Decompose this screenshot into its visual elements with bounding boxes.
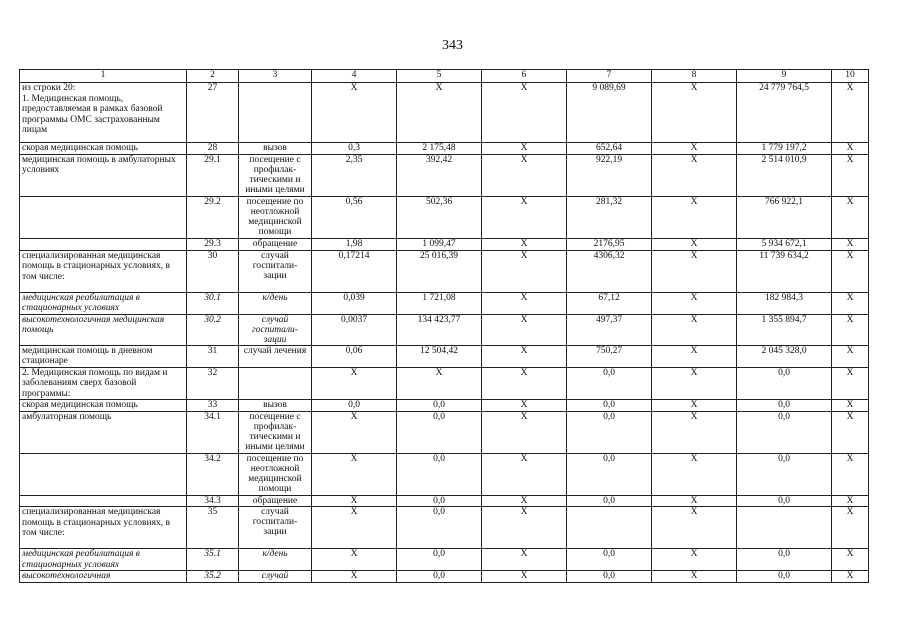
table-cell-col7: 0,0 xyxy=(567,411,652,453)
table-row xyxy=(20,345,869,367)
column-number-9: 9 xyxy=(737,70,832,83)
table-row xyxy=(20,238,869,250)
table-cell-col3 xyxy=(239,367,312,400)
table-cell-col3: посещение с профилак- тическими и иными целями xyxy=(239,154,312,196)
table-cell-col7: 652,64 xyxy=(567,143,652,155)
table-cell-col1: медицинская реабилитация в стационарных условиях xyxy=(20,292,187,314)
table-cell-col4: 0,039 xyxy=(312,292,397,314)
table-row xyxy=(20,400,869,412)
table-cell-col9: 0,0 xyxy=(737,571,832,583)
table-row xyxy=(20,571,869,583)
table-cell-col5: 392,42 xyxy=(397,154,482,196)
table-cell-col6: X xyxy=(482,250,567,292)
table-cell-col1: скорая медицинская помощь xyxy=(20,143,187,155)
table-body xyxy=(20,70,869,583)
table-cell-col10: X xyxy=(832,345,869,367)
table-cell-col1: специализированная медицинская помощь в стационарных условиях, в том числе: xyxy=(20,507,187,549)
table-cell-col8: X xyxy=(652,238,737,250)
table-cell-col9: 766 922,1 xyxy=(737,196,832,238)
table-cell-col1: медицинская помощь в дневном стационаре xyxy=(20,345,187,367)
table-cell-col2: 28 xyxy=(187,143,239,155)
table-cell-col8: X xyxy=(652,250,737,292)
table-cell-col2: 27 xyxy=(187,83,239,143)
table-cell-col5: 0,0 xyxy=(397,411,482,453)
table-cell-col4: X xyxy=(312,571,397,583)
table-cell-col3: обращение xyxy=(239,238,312,250)
table-cell-col8: X xyxy=(652,345,737,367)
table-row xyxy=(20,250,869,292)
table-cell-col7: 2176,95 xyxy=(567,238,652,250)
table-cell-col2: 29.2 xyxy=(187,196,239,238)
table-cell-col6: X xyxy=(482,571,567,583)
table-cell-col9: 1 355 894,7 xyxy=(737,314,832,345)
table-cell-col8: X xyxy=(652,411,737,453)
table-cell-col4: X xyxy=(312,83,397,143)
table-row xyxy=(20,314,869,345)
table-cell-col4: X xyxy=(312,411,397,453)
table-cell-col2: 31 xyxy=(187,345,239,367)
table-cell-col3: случай госпитали- зации xyxy=(239,250,312,292)
table-cell-col7: 4306,32 xyxy=(567,250,652,292)
table-cell-col3: вызов xyxy=(239,143,312,155)
table-cell-col2: 35 xyxy=(187,507,239,549)
table-cell-col1 xyxy=(20,238,187,250)
table-cell-col7: 497,37 xyxy=(567,314,652,345)
table-cell-col10: X xyxy=(832,154,869,196)
table-cell-col7: 922,19 xyxy=(567,154,652,196)
column-number-2: 2 xyxy=(187,70,239,83)
table-cell-col6: X xyxy=(482,507,567,549)
table-cell-col4: X xyxy=(312,495,397,507)
table-cell-col2: 30.1 xyxy=(187,292,239,314)
table-cell-col1: из строки 20: 1. Медицинская помощь, предоставляемая в рамках базовой программы ОМС застрахованным лицам xyxy=(20,83,187,143)
table-cell-col1 xyxy=(20,453,187,495)
table-cell-col6: X xyxy=(482,495,567,507)
table-cell-col1: 2. Медицинская помощь по видам и заболеваниям сверх базовой программы: xyxy=(20,367,187,400)
table-cell-col1: специализированная медицинская помощь в стационарных условиях, в том числе: xyxy=(20,250,187,292)
table-cell-col9: 0,0 xyxy=(737,495,832,507)
table-cell-col10: X xyxy=(832,292,869,314)
table-cell-col8: X xyxy=(652,196,737,238)
table-cell-col9: 1 779 197,2 xyxy=(737,143,832,155)
table-cell-col8: X xyxy=(652,507,737,549)
table-cell-col8: X xyxy=(652,571,737,583)
column-number-8: 8 xyxy=(652,70,737,83)
table-cell-col4: 0,0 xyxy=(312,400,397,412)
column-number-7: 7 xyxy=(567,70,652,83)
table-cell-col5: 0,0 xyxy=(397,507,482,549)
table-cell-col3: посещение с профилак- тическими и иными целями xyxy=(239,411,312,453)
table-cell-col2: 29.1 xyxy=(187,154,239,196)
table-cell-col4: X xyxy=(312,549,397,571)
table-cell-col9: 0,0 xyxy=(737,400,832,412)
table-cell-col6: X xyxy=(482,292,567,314)
table-cell-col7: 67,12 xyxy=(567,292,652,314)
table-cell-col4: 0,56 xyxy=(312,196,397,238)
table-cell-col8: X xyxy=(652,154,737,196)
table-cell-col4: X xyxy=(312,507,397,549)
table-cell-col4: X xyxy=(312,367,397,400)
table-cell-col7: 9 089,69 xyxy=(567,83,652,143)
table-cell-col5: 12 504,42 xyxy=(397,345,482,367)
table-cell-col7: 0,0 xyxy=(567,495,652,507)
table-cell-col5: X xyxy=(397,83,482,143)
table-cell-col8: X xyxy=(652,495,737,507)
table-cell-col3: случай госпитали- зации xyxy=(239,314,312,345)
table-cell-col3: посещение по неотложной медицинской помощи xyxy=(239,453,312,495)
table-cell-col5: X xyxy=(397,367,482,400)
table-cell-col5: 2 175,48 xyxy=(397,143,482,155)
table-cell-col7 xyxy=(567,507,652,549)
table-cell-col2: 34.3 xyxy=(187,495,239,507)
page-number: 343 xyxy=(442,38,463,53)
table-cell-col7: 0,0 xyxy=(567,571,652,583)
table-row xyxy=(20,196,869,238)
table-cell-col6: X xyxy=(482,411,567,453)
table-cell-col2: 33 xyxy=(187,400,239,412)
table-cell-col9: 2 514 010,9 xyxy=(737,154,832,196)
table-cell-col6: X xyxy=(482,549,567,571)
table-cell-col10: X xyxy=(832,453,869,495)
table-cell-col10: X xyxy=(832,238,869,250)
table-cell-col10: X xyxy=(832,571,869,583)
table-cell-col5: 1 721,08 xyxy=(397,292,482,314)
table-cell-col8: X xyxy=(652,453,737,495)
table-cell-col6: X xyxy=(482,83,567,143)
column-number-3: 3 xyxy=(239,70,312,83)
table-cell-col1 xyxy=(20,196,187,238)
table-cell-col6: X xyxy=(482,143,567,155)
table-cell-col6: X xyxy=(482,314,567,345)
table-cell-col5: 0,0 xyxy=(397,549,482,571)
table-cell-col3 xyxy=(239,83,312,143)
table-cell-col1 xyxy=(20,495,187,507)
table-cell-col10: X xyxy=(832,314,869,345)
table-cell-col4: 0,3 xyxy=(312,143,397,155)
table-cell-col8: X xyxy=(652,367,737,400)
table-cell-col6: X xyxy=(482,367,567,400)
table-cell-col9: 0,0 xyxy=(737,453,832,495)
table-cell-col10: X xyxy=(832,411,869,453)
column-number-10: 10 xyxy=(832,70,869,83)
column-number-1: 1 xyxy=(20,70,187,83)
table-cell-col2: 34.2 xyxy=(187,453,239,495)
table-cell-col3: посещение по неотложной медицинской помощи xyxy=(239,196,312,238)
table-cell-col10: X xyxy=(832,196,869,238)
table-row xyxy=(20,453,869,495)
table-cell-col9: 182 984,3 xyxy=(737,292,832,314)
medical-care-volume-table xyxy=(19,69,869,583)
column-number-4: 4 xyxy=(312,70,397,83)
table-cell-col4: 0,06 xyxy=(312,345,397,367)
table-cell-col10: X xyxy=(832,400,869,412)
table-cell-col6: X xyxy=(482,238,567,250)
table-cell-col10: X xyxy=(832,507,869,549)
table-cell-col1: медицинская реабилитация в стационарных условиях xyxy=(20,549,187,571)
table-row xyxy=(20,411,869,453)
table-cell-col7: 0,0 xyxy=(567,400,652,412)
table-cell-col8: X xyxy=(652,292,737,314)
table-cell-col5: 0,0 xyxy=(397,495,482,507)
table-cell-col3: к/день xyxy=(239,292,312,314)
table-cell-col4: 1,98 xyxy=(312,238,397,250)
table-cell-col6: X xyxy=(482,154,567,196)
table-cell-col5: 0,0 xyxy=(397,571,482,583)
table-cell-col10: X xyxy=(832,83,869,143)
table-cell-col10: X xyxy=(832,549,869,571)
table-cell-col2: 30 xyxy=(187,250,239,292)
table-cell-col1: амбулаторная помощь xyxy=(20,411,187,453)
table-cell-col9: 0,0 xyxy=(737,367,832,400)
table-cell-col5: 1 099,47 xyxy=(397,238,482,250)
table-cell-col1: высокотехнологичная xyxy=(20,571,187,583)
column-number-6: 6 xyxy=(482,70,567,83)
column-number-5: 5 xyxy=(397,70,482,83)
table-cell-col4: 0,17214 xyxy=(312,250,397,292)
table-cell-col8: X xyxy=(652,400,737,412)
table-cell-col3: случай госпитали- зации xyxy=(239,507,312,549)
table-cell-col5: 25 016,39 xyxy=(397,250,482,292)
table-cell-col2: 35.2 xyxy=(187,571,239,583)
table-cell-col1: высокотехнологичная медицинская помощь xyxy=(20,314,187,345)
table-row xyxy=(20,549,869,571)
table-row xyxy=(20,367,869,400)
table-cell-col10: X xyxy=(832,250,869,292)
table-row xyxy=(20,495,869,507)
table-cell-col1: скорая медицинская помощь xyxy=(20,400,187,412)
table-cell-col10: X xyxy=(832,367,869,400)
table-cell-col9: 24 779 764,5 xyxy=(737,83,832,143)
table-row xyxy=(20,143,869,155)
table-cell-col4: 2,35 xyxy=(312,154,397,196)
table-cell-col10: X xyxy=(832,143,869,155)
table-cell-col9 xyxy=(737,507,832,549)
table-cell-col9: 0,0 xyxy=(737,411,832,453)
table-cell-col3: вызов xyxy=(239,400,312,412)
table-row xyxy=(20,507,869,549)
table-row xyxy=(20,292,869,314)
table-cell-col2: 32 xyxy=(187,367,239,400)
table-cell-col3: случай xyxy=(239,571,312,583)
table-cell-col3: к/день xyxy=(239,549,312,571)
table-cell-col5: 502,36 xyxy=(397,196,482,238)
table-cell-col10: X xyxy=(832,495,869,507)
table-cell-col7: 750,27 xyxy=(567,345,652,367)
table-cell-col6: X xyxy=(482,400,567,412)
table-cell-col5: 134 423,77 xyxy=(397,314,482,345)
table-cell-col5: 0,0 xyxy=(397,400,482,412)
table-cell-col4: X xyxy=(312,453,397,495)
table-cell-col9: 11 739 634,2 xyxy=(737,250,832,292)
table-cell-col9: 0,0 xyxy=(737,549,832,571)
table-cell-col3: случай лечения xyxy=(239,345,312,367)
table-cell-col2: 35.1 xyxy=(187,549,239,571)
table-cell-col5: 0,0 xyxy=(397,453,482,495)
table-row xyxy=(20,154,869,196)
table-cell-col7: 0,0 xyxy=(567,453,652,495)
table-cell-col8: X xyxy=(652,143,737,155)
column-number-row xyxy=(20,70,869,83)
table-cell-col6: X xyxy=(482,345,567,367)
table-cell-col1: медицинская помощь в амбулаторных условиях xyxy=(20,154,187,196)
table-cell-col4: 0,0037 xyxy=(312,314,397,345)
table-cell-col6: X xyxy=(482,453,567,495)
table-cell-col9: 2 045 328,0 xyxy=(737,345,832,367)
table-cell-col7: 0,0 xyxy=(567,549,652,571)
table-cell-col2: 34.1 xyxy=(187,411,239,453)
table-cell-col7: 281,32 xyxy=(567,196,652,238)
table-row xyxy=(20,83,869,143)
table-cell-col7: 0,0 xyxy=(567,367,652,400)
table-cell-col2: 30.2 xyxy=(187,314,239,345)
table-cell-col8: X xyxy=(652,549,737,571)
table-cell-col9: 5 934 672,1 xyxy=(737,238,832,250)
table-cell-col8: X xyxy=(652,314,737,345)
table-cell-col2: 29.3 xyxy=(187,238,239,250)
table-cell-col6: X xyxy=(482,196,567,238)
table-cell-col8: X xyxy=(652,83,737,143)
table-cell-col3: обращение xyxy=(239,495,312,507)
